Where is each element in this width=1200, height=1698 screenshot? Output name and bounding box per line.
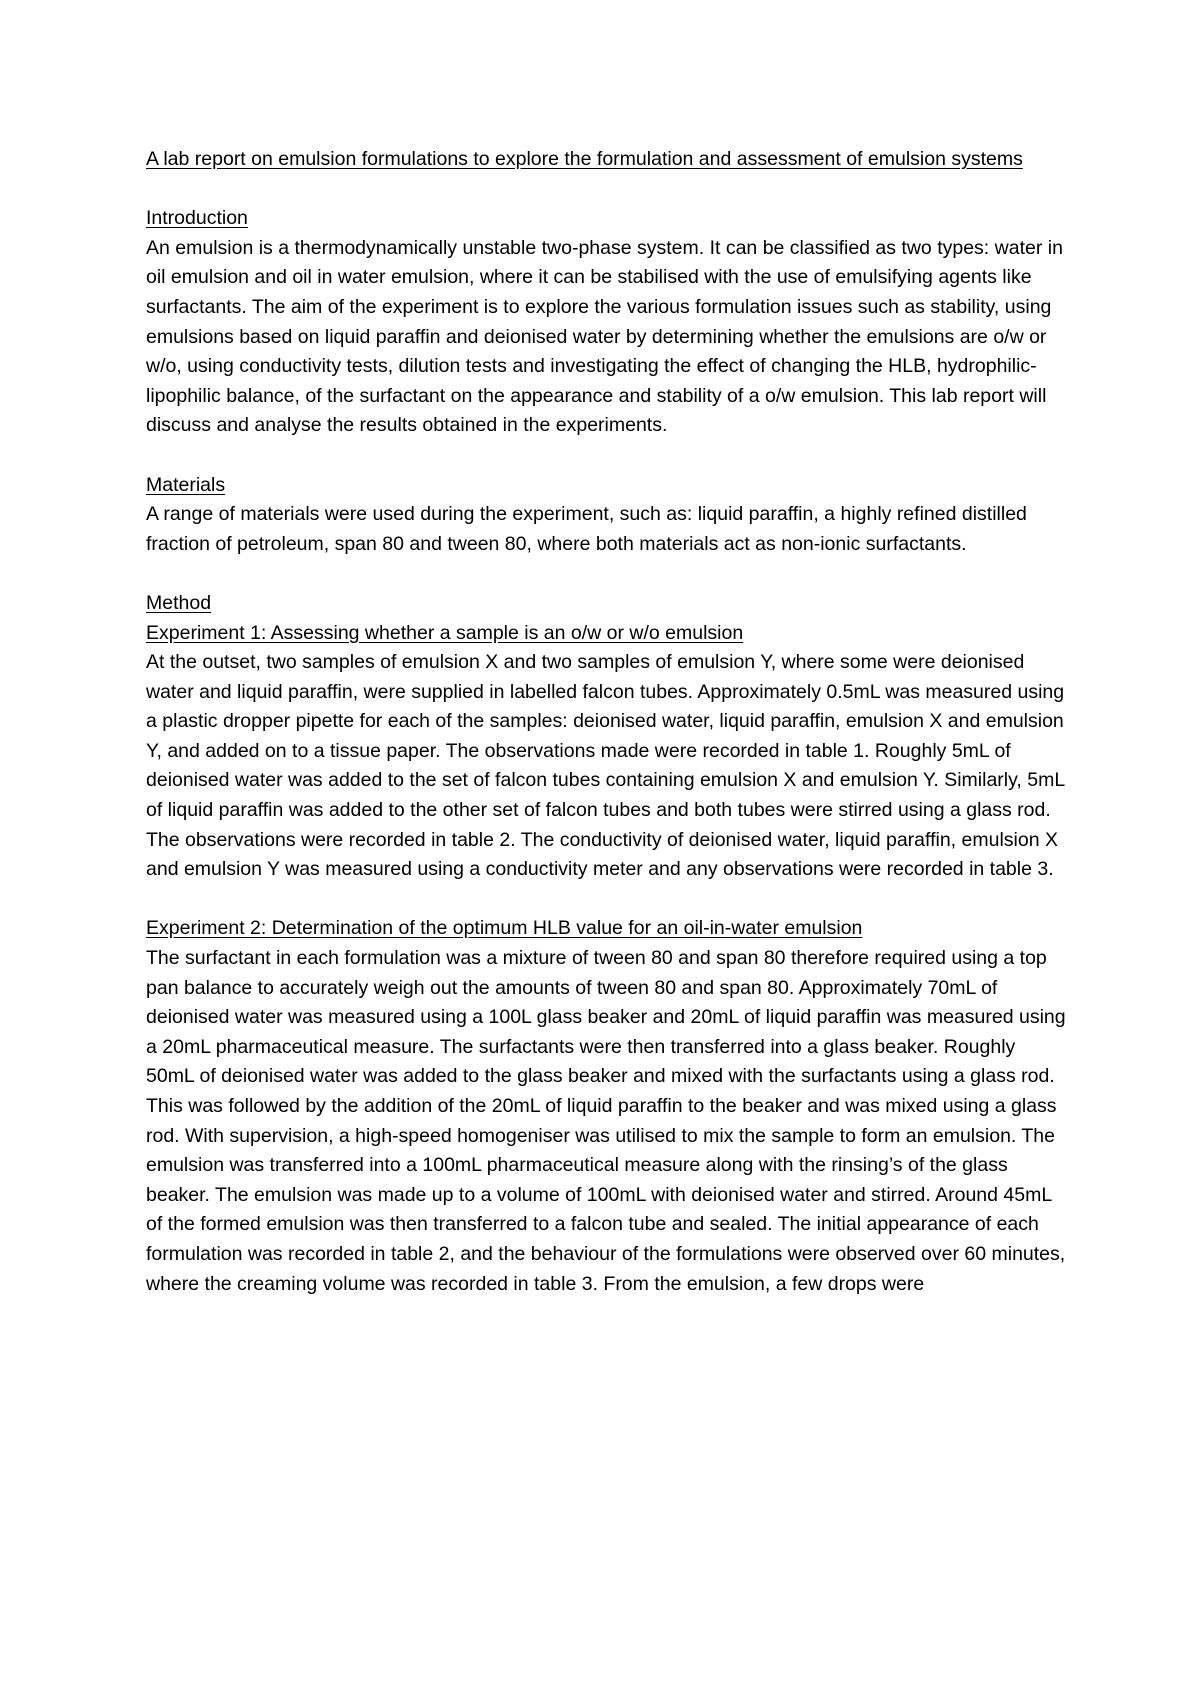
experiment-1-body: At the outset, two samples of emulsion X and two samples of emulsion Y, where some were deionised water and liquid paraffin, were supplied in labelled falcon tubes. Approximately 0.5mL was measured using a plastic dropper pipette for each of the samples: deionised water, liquid paraffin, emulsion X and emulsion Y, and added on to a tissue paper. The observations made were recorded in table 1. Roughly 5mL of deionised water was added to the set of falcon tubes containing emulsion X and emulsion Y. Similarly, 5mL of liquid paraffin was added to the other set of falcon tubes and both tubes were stirred using a glass rod. The observations were recorded in table 2. The conductivity of deionised water, liquid paraffin, emulsion X and emulsion Y was measured using a conductivity meter and any observations were recorded in table 3. <box>146 651 1065 881</box>
experiment-2-body: The surfactant in each formulation was a mixture of tween 80 and span 80 therefore required using a top pan balance to accurately weigh out the amounts of tween 80 and span 80. Approximately 70mL of deionised water was measured using a 100L glass beaker and 20mL of liquid paraffin was measured using a 20mL pharmaceutical measure. The surfactants were then transferred into a glass beaker. Roughly 50mL of deionised water was added to the glass beaker and mixed with the surfactants using a glass rod. This was followed by the addition of the 20mL of liquid paraffin to the beaker and was mixed using a glass rod. With supervision, a high-speed homogeniser was utilised to mix the sample to form an emulsion. The emulsion was transferred into a 100mL pharmaceutical measure along with the rinsing’s of the glass beaker. The emulsion was made up to a volume of 100mL with deionised water and stirred. Around 45mL of the formed emulsion was then transferred to a falcon tube and sealed. The initial appearance of each formulation was recorded in table 2, and the behaviour of the formulations were observed over 60 minutes, where the creaming volume was recorded in table 3. From the emulsion, a few drops were <box>146 947 1066 1295</box>
document-page <box>146 145 1066 1299</box>
materials-section <box>146 471 1066 560</box>
materials-heading: Materials <box>146 473 226 496</box>
experiment-2-heading: Experiment 2: Determination of the optimum HLB value for an oil-in-water emulsion <box>146 917 863 940</box>
method-heading: Method <box>146 591 212 614</box>
materials-body: A range of materials were used during the experiment, such as: liquid paraffin, a highly refined distilled fraction of petroleum, span 80 and tween 80, where both materials act as non-ionic surfactants. <box>146 503 1027 555</box>
method-section <box>146 589 1066 885</box>
document-title: A lab report on emulsion formulations to explore the formulation and assessment of emulsion systems <box>146 148 1023 170</box>
introduction-body: An emulsion is a thermodynamically unstable two-phase system. It can be classified as two types: water in oil emulsion and oil in water emulsion, where it can be stabilised with the use of emulsifying agents like surfactants. The aim of the experiment is to explore the various formulation issues such as stability, using emulsions based on liquid paraffin and deionised water by determining whether the emulsions are o/w or w/o, using conductivity tests, dilution tests and investigating the effect of changing the HLB, hydrophilic-lipophilic balance, of the surfactant on the appearance and stability of a o/w emulsion. This lab report will discuss and analyse the results obtained in the experiments. <box>146 236 1063 437</box>
experiment-1-heading: Experiment 1: Assessing whether a sample is an o/w or w/o emulsion <box>146 621 744 644</box>
experiment-2-section <box>146 914 1066 1299</box>
introduction-section <box>146 204 1066 441</box>
introduction-heading: Introduction <box>146 207 248 230</box>
